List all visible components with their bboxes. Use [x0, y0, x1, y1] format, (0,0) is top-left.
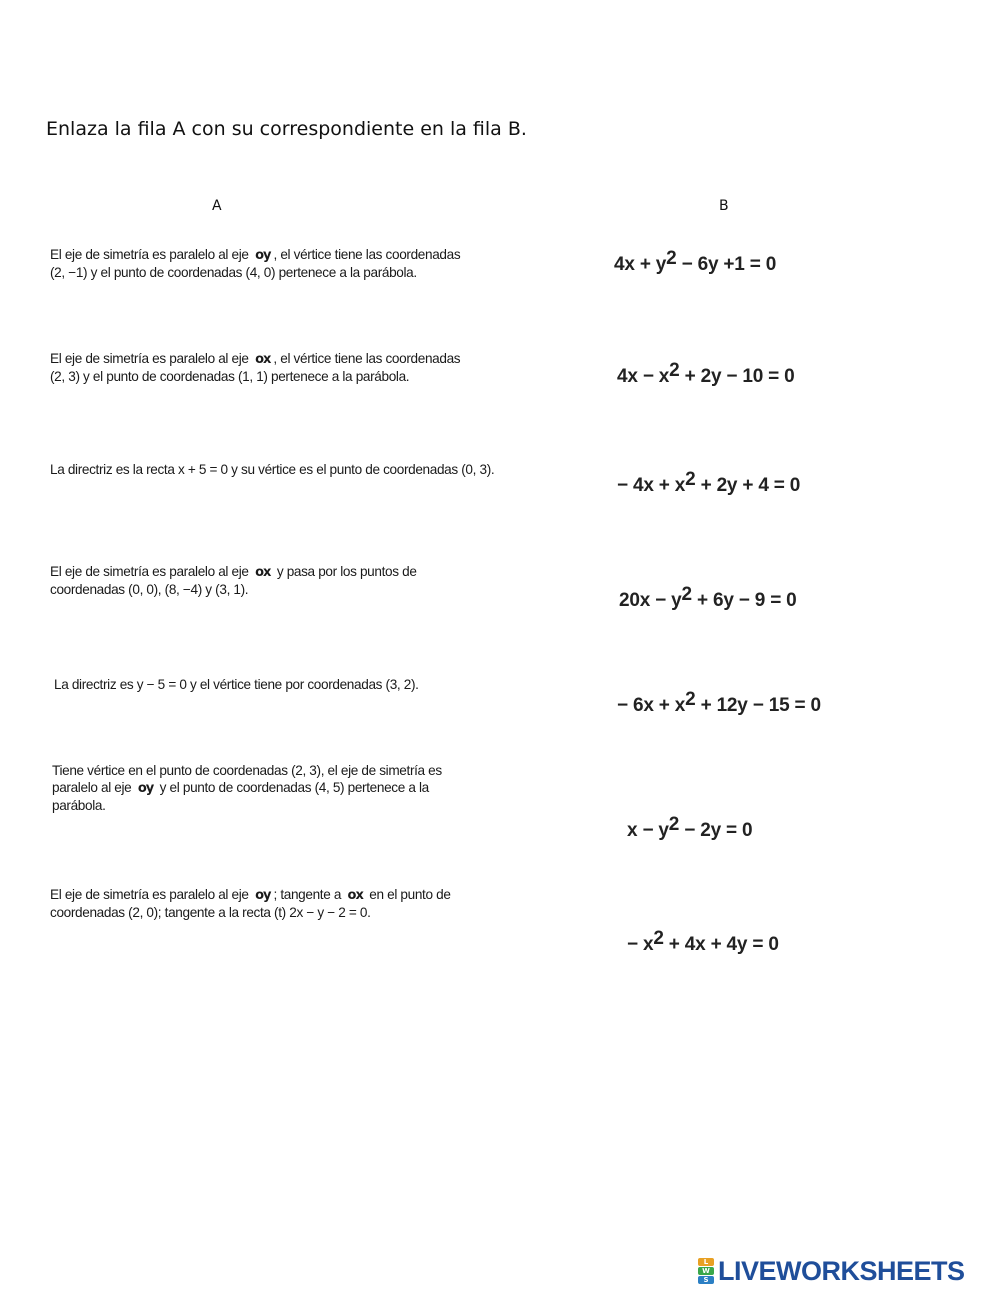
- equation-4[interactable]: [619, 584, 797, 612]
- statement-2[interactable]: [50, 350, 460, 385]
- statement-text: ; tangente a: [273, 887, 342, 902]
- axis-symbol: oy: [255, 888, 271, 903]
- statement-text: en el punto de: [365, 887, 451, 902]
- statement-5[interactable]: [54, 676, 419, 693]
- equation-text: + 6y − 9 = 0: [691, 590, 797, 611]
- equation-text: 4x + y: [614, 254, 667, 275]
- equation-2[interactable]: [617, 360, 795, 388]
- exponent: 2: [685, 469, 696, 490]
- statement-6[interactable]: [52, 762, 442, 814]
- statement-3[interactable]: [50, 461, 494, 478]
- statement-text: paralelo al eje: [52, 780, 132, 795]
- equation-text: 20x − y: [619, 590, 682, 611]
- axis-symbol: ox: [255, 352, 271, 367]
- axis-symbol: oy: [255, 248, 271, 263]
- equation-6[interactable]: [627, 814, 753, 842]
- column-a-header: A: [212, 198, 222, 214]
- equation-text: x − y: [627, 820, 669, 841]
- logo-mark-icon: [698, 1258, 714, 1284]
- instruction-text: Enlaza la fila A con su correspondiente en la fila B.: [46, 118, 527, 140]
- statement-text: (2, 3) y el punto de coordenadas (1, 1) pertenece a la parábola.: [50, 369, 410, 384]
- equation-text: + 12y − 15 = 0: [695, 695, 821, 716]
- logo-mark-letter: L: [698, 1258, 714, 1266]
- equation-1[interactable]: [614, 248, 777, 276]
- statement-text: Tiene vértice en el punto de coordenadas (2, 3), el eje de simetría es: [52, 763, 442, 778]
- equation-7[interactable]: [627, 928, 779, 956]
- equation-5[interactable]: [617, 689, 821, 717]
- logo-mark-letter: S: [698, 1276, 714, 1284]
- axis-symbol: oy: [137, 781, 154, 796]
- equation-text: − 4x + x: [617, 475, 686, 496]
- statement-text: parábola.: [52, 798, 106, 813]
- statement-text: y el punto de coordenadas (4, 5) pertenece a la: [156, 780, 429, 795]
- equation-3[interactable]: [617, 469, 801, 497]
- exponent: 2: [666, 248, 677, 269]
- statement-text: La directriz es y − 5 = 0 y el vértice tiene por coordenadas (3, 2).: [54, 677, 419, 692]
- statement-text: , el vértice tiene las coordenadas: [273, 247, 461, 262]
- statement-text: coordenadas (0, 0), (8, −4) y (3, 1).: [50, 582, 249, 597]
- equation-text: − x: [627, 934, 654, 955]
- statement-text: El eje de simetría es paralelo al eje: [50, 564, 249, 579]
- exponent: 2: [669, 360, 680, 381]
- equation-text: + 4x + 4y = 0: [663, 934, 779, 955]
- exponent: 2: [685, 689, 696, 710]
- logo-mark-letter: W: [698, 1267, 714, 1275]
- statement-text: coordenadas (2, 0); tangente a la recta (t) 2x − y − 2 = 0.: [50, 905, 371, 920]
- axis-symbol: ox: [347, 888, 363, 903]
- column-b-header: B: [719, 198, 729, 214]
- statement-text: (2, −1) y el punto de coordenadas (4, 0) pertenece a la parábola.: [50, 265, 417, 280]
- exponent: 2: [668, 814, 680, 835]
- statement-text: , el vértice tiene las coordenadas: [273, 351, 461, 366]
- exponent: 2: [681, 584, 692, 605]
- statement-text: y pasa por los puntos de: [273, 564, 417, 579]
- equation-text: − 6y +1 = 0: [676, 254, 777, 275]
- statement-1[interactable]: [50, 246, 460, 281]
- statement-text: El eje de simetría es paralelo al eje: [50, 247, 249, 262]
- equation-text: − 6x + x: [617, 695, 686, 716]
- equation-text: 4x − x: [617, 366, 670, 387]
- statement-text: La directriz es la recta x + 5 = 0 y su vértice es el punto de coordenadas (0, 3).: [50, 462, 495, 477]
- equation-text: + 2y − 10 = 0: [679, 366, 795, 387]
- equation-text: − 2y = 0: [679, 820, 753, 841]
- exponent: 2: [653, 928, 664, 949]
- statement-text: El eje de simetría es paralelo al eje: [50, 351, 249, 366]
- logo-text: LIVEWORKSHEETS: [718, 1255, 965, 1286]
- statement-7[interactable]: [50, 886, 451, 921]
- equation-text: + 2y + 4 = 0: [695, 475, 801, 496]
- statement-text: El eje de simetría es paralelo al eje: [50, 887, 249, 902]
- axis-symbol: ox: [255, 565, 271, 580]
- statement-4[interactable]: [50, 563, 417, 598]
- liveworksheets-logo: [698, 1256, 965, 1286]
